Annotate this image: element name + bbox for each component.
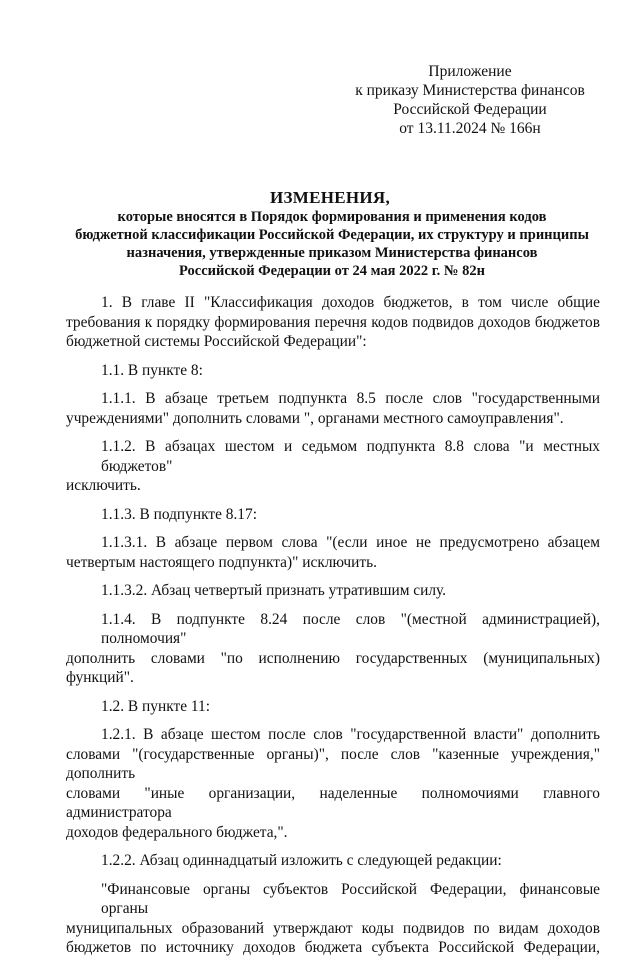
paragraph-1-1-3 <box>66 505 600 525</box>
paragraph-1-1-3-1 <box>66 533 600 572</box>
subtitle-line: назначения, утвержденные приказом Министерства финансов <box>126 245 538 261</box>
subtitle-line: которые вносятся в Порядок формирования и применения кодов <box>117 209 547 225</box>
appendix-header <box>340 62 600 138</box>
appendix-line: от 13.11.2024 № 166н <box>399 120 541 137</box>
paragraph-line: 1.2.1. В абзаце шестом после слов "государственной власти" дополнить <box>101 726 600 743</box>
paragraph-line: доходов федерального бюджета,". <box>66 823 288 841</box>
paragraph-line: требования к порядку формирования перечня кодов подвидов доходов бюджетов <box>66 313 600 331</box>
paragraph-line: 1.1.3.1. В абзаце первом слова "(если иное не предусмотрено абзацем <box>101 534 600 551</box>
appendix-line: Российской Федерации <box>393 101 547 118</box>
paragraph-line: словами "иные организации, наделенные полномочиями главного администратора <box>66 784 600 821</box>
document-body <box>66 293 600 967</box>
paragraph-line: 1.1.4. В подпункте 8.24 после слов "(местной администрацией), полномочия" <box>101 610 600 647</box>
paragraph-line: бюджетов по источнику доходов бюджета субъекта Российской Федерации, <box>66 939 600 956</box>
paragraph-line: словами "(государственные органы)", после слов "казенные учреждения," дополнить <box>66 745 600 782</box>
paragraph-1-2-2 <box>66 851 600 871</box>
paragraph-1 <box>66 293 600 352</box>
paragraph-1-2 <box>66 697 600 717</box>
paragraph-line: 1.1. В пункте 8: <box>101 361 203 379</box>
paragraph-line: бюджетной системы Российской Федерации": <box>66 333 367 350</box>
paragraph-line: 1.1.1. В абзаце третьем подпункта 8.5 после слов "государственными <box>101 390 600 407</box>
paragraph-line: 1.1.2. В абзацах шестом и седьмом подпункта 8.8 слова "и местных бюджетов" <box>101 438 600 475</box>
appendix-line: Приложение <box>428 63 512 80</box>
appendix-line: к приказу Министерства финансов <box>355 82 585 99</box>
paragraph-line: учреждениями" дополнить словами ", органами местного самоуправления". <box>66 409 564 427</box>
paragraph-1-1-4 <box>66 610 600 688</box>
paragraph-line: четвертым настоящего подпункта)" исключить. <box>66 553 377 571</box>
paragraph-1-1-2 <box>66 437 600 496</box>
paragraph-line: 1.2. В пункте 11: <box>101 697 210 715</box>
paragraph-line: дополнить словами "по исполнению государственных (муниципальных) функций". <box>66 649 600 686</box>
paragraph-line: 1.2.2. Абзац одиннадцатый изложить с следующей редакции: <box>101 852 502 869</box>
subtitle-line: Российской Федерации от 24 мая 2022 г. № 82н <box>179 263 485 279</box>
paragraph-1-2-1 <box>66 725 600 842</box>
paragraph-1-1-1 <box>66 389 600 428</box>
document-title: ИЗМЕНЕНИЯ, <box>269 188 391 207</box>
paragraph-quote <box>66 880 600 958</box>
subtitle-line: бюджетной классификации Российской Федерации, их структуру и принципы <box>75 227 589 243</box>
paragraph-line: "Финансовые органы субъектов Российской Федерации, финансовые органы <box>101 880 600 917</box>
paragraph-line: исключить. <box>66 477 141 494</box>
paragraph-1-1 <box>66 361 600 381</box>
paragraph-line: муниципальных образований утверждают коды подвидов по видам доходов <box>66 919 600 937</box>
document-subtitle <box>64 208 600 280</box>
paragraph-line: 1. В главе II "Классификация доходов бюджетов, в том числе общие <box>101 294 600 311</box>
paragraph-line: 1.1.3. В подпункте 8.17: <box>101 505 257 523</box>
paragraph-1-1-3-2 <box>66 581 600 601</box>
paragraph-line: 1.1.3.2. Абзац четвертый признать утратившим силу. <box>101 582 447 599</box>
